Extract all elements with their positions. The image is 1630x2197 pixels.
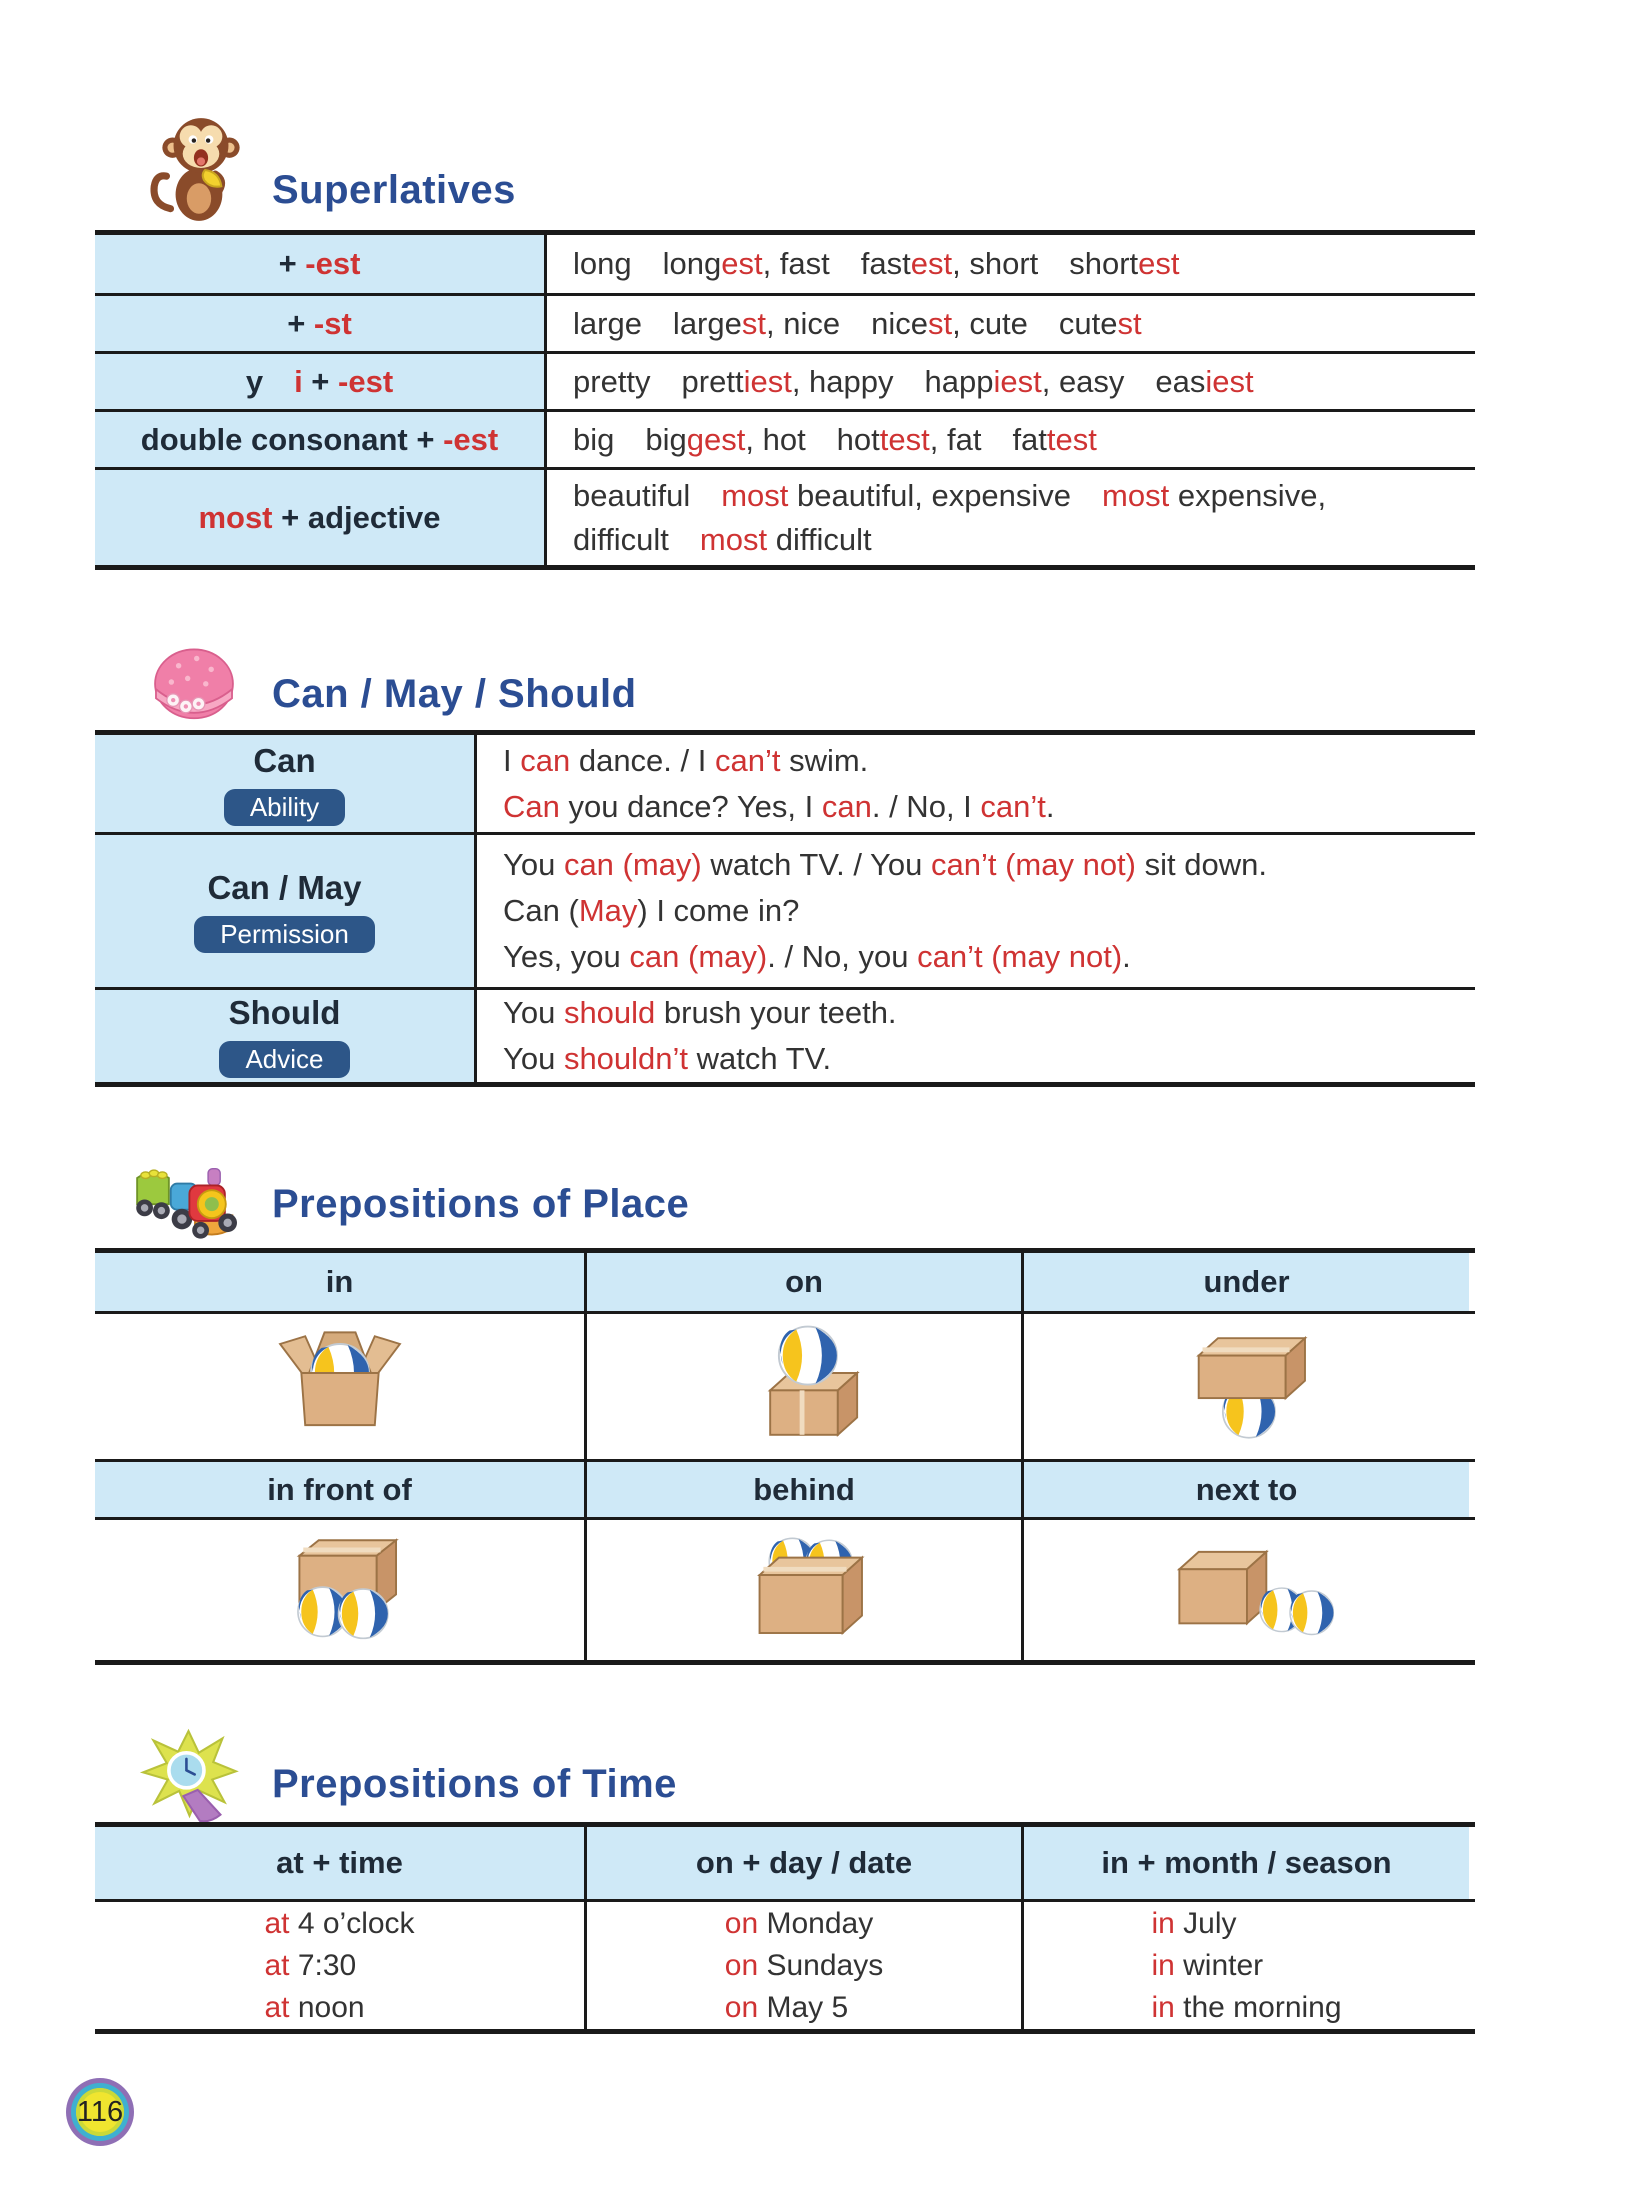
rule-label: most + adjective <box>95 470 547 565</box>
section-title-prepositions-of-time: Prepositions of Time <box>272 1762 677 1806</box>
modal-examples: You can (may) watch TV. / You can’t (may not) sit down. Can (May) I come in? Yes, you can (may). / No, you can’t (may not). <box>477 835 1475 987</box>
rule-label: double consonant + -est <box>95 412 547 467</box>
rule-examples: long longest, fast fastest, short shortest <box>547 235 1475 293</box>
header-row <box>95 1827 1475 1899</box>
table-row <box>95 1899 1475 2029</box>
time-header-at: at + time <box>95 1827 584 1899</box>
place-header-on: on <box>584 1253 1021 1311</box>
table-row <box>95 467 1475 565</box>
can-may-should-table <box>95 730 1475 1087</box>
modal-name: Can / May <box>207 869 362 906</box>
rule-examples: beautiful most beautiful, expensive most expensive, difficult most difficult <box>547 470 1475 565</box>
hat-icon <box>138 644 250 730</box>
page-number: 116 <box>80 2092 120 2132</box>
time-examples-on: on Monday on Sundays on May 5 <box>584 1902 1021 2029</box>
monkey-icon <box>140 106 262 230</box>
train-icon <box>126 1150 264 1248</box>
place-header-next-to: next to <box>1021 1462 1469 1517</box>
table-row <box>95 735 1475 832</box>
watch-icon <box>136 1728 242 1826</box>
table-row <box>95 987 1475 1082</box>
place-header-in-front-of: in front of <box>95 1462 584 1517</box>
time-header-in: in + month / season <box>1021 1827 1469 1899</box>
modal-label <box>95 835 477 987</box>
time-examples-in: in July in winter in the morning <box>1021 1902 1469 2029</box>
page-number-badge <box>66 2078 134 2146</box>
balls-next-to-box-image <box>1021 1520 1469 1660</box>
usage-badge: Ability <box>224 789 345 826</box>
place-header-behind: behind <box>584 1462 1021 1517</box>
modal-name: Can <box>253 741 316 779</box>
image-row <box>95 1517 1475 1660</box>
table-row <box>95 351 1475 409</box>
table-row <box>95 409 1475 467</box>
header-row <box>95 1459 1475 1517</box>
rule-label: + -st <box>95 296 547 351</box>
prepositions-of-time-table <box>95 1822 1475 2034</box>
rule-examples: big biggest, hot hottest, fat fattest <box>547 412 1475 467</box>
image-row <box>95 1311 1475 1459</box>
section-title-prepositions-of-place: Prepositions of Place <box>272 1182 690 1226</box>
modal-label <box>95 735 477 832</box>
superlatives-table <box>95 230 1475 570</box>
table-row <box>95 235 1475 293</box>
rule-label: y i + -est <box>95 354 547 409</box>
place-header-under: under <box>1021 1253 1469 1311</box>
modal-name: Should <box>228 994 341 1031</box>
balls-behind-box-image <box>584 1520 1021 1660</box>
ball-in-open-box-image <box>95 1314 584 1459</box>
usage-badge: Advice <box>219 1041 349 1078</box>
time-examples-at: at 4 o’clock at 7:30 at noon <box>95 1902 584 2029</box>
prepositions-of-place-table <box>95 1248 1475 1665</box>
rule-examples: pretty prettiest, happy happiest, easy easiest <box>547 354 1475 409</box>
time-header-on: on + day / date <box>584 1827 1021 1899</box>
usage-badge: Permission <box>194 916 375 953</box>
rule-examples: large largest, nice nicest, cute cutest <box>547 296 1475 351</box>
section-title-superlatives: Superlatives <box>272 168 516 212</box>
ball-on-box-image <box>584 1314 1021 1459</box>
modal-examples: I can dance. / I can’t swim. Can you dance? Yes, I can. / No, I can’t. <box>477 735 1475 832</box>
table-row <box>95 832 1475 987</box>
section-title-can-may-should: Can / May / Should <box>272 672 637 716</box>
header-row <box>95 1253 1475 1311</box>
rule-label: + -est <box>95 235 547 293</box>
modal-label <box>95 990 477 1082</box>
table-row <box>95 293 1475 351</box>
place-header-in: in <box>95 1253 584 1311</box>
balls-in-front-of-box-image <box>95 1520 584 1660</box>
ball-under-box-image <box>1021 1314 1469 1459</box>
modal-examples: You should brush your teeth. You shouldn’t watch TV. <box>477 990 1475 1082</box>
